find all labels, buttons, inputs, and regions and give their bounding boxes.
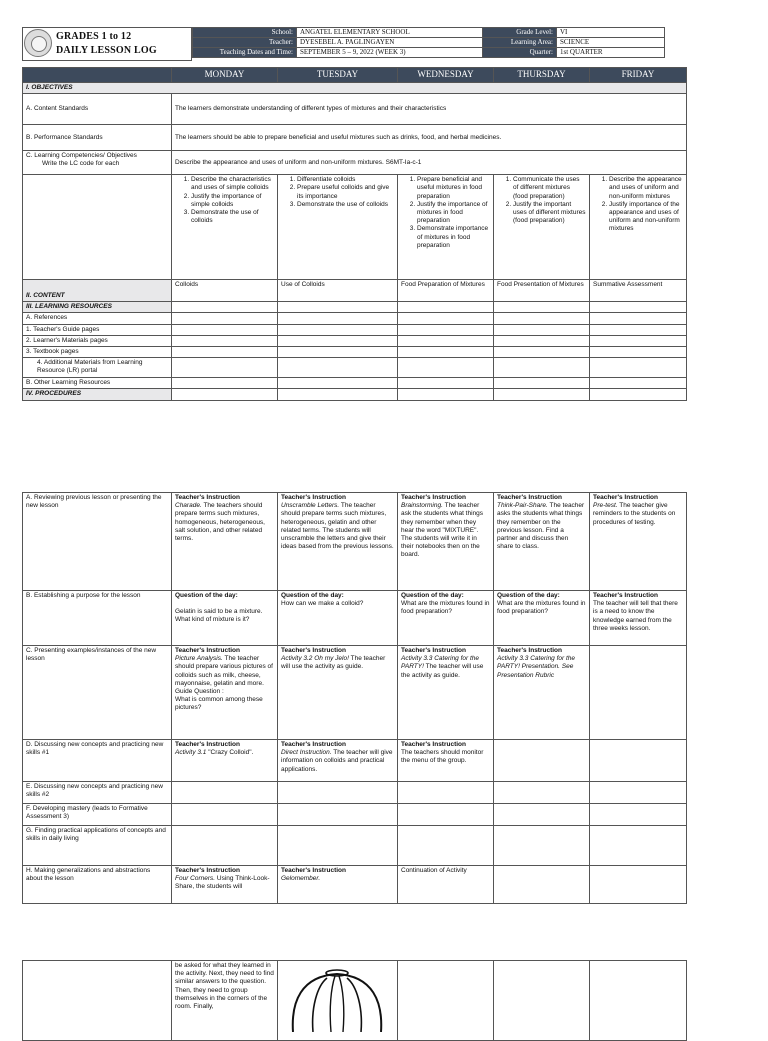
procedure-c-tuesday: Teacher's Instruction Activity 3.2 Oh my Jelo! The teacher will use the activity as guide. [278, 646, 398, 740]
objective-thu-2: 2. Justify the important uses of different mixtures (food preparation) [513, 201, 586, 226]
procedure-b-monday: Question of the day: Gelatin is said to be a mixture. What kind of mixture is it? [172, 591, 278, 646]
objective-wed-2: 2. Justify the importance of mixtures in food preparation [417, 201, 490, 226]
objective-thu-1: 1. Communicate the uses of different mixtures (food preparation) [513, 176, 586, 201]
procedure-g-label: G. Finding practical applications of concepts and skills in daily living [23, 826, 172, 866]
procedure-c-label: C. Presenting examples/instances of the new lesson [23, 646, 172, 740]
day-header-blank [23, 68, 172, 83]
procedure-a-wednesday: Teacher's Instruction Brainstorming. The teacher ask the students what things they remember when they hear the word "MIXTURE". The students will write it in their notebooks then on the board. [398, 493, 494, 591]
form-title-line1: GRADES 1 to 12 [56, 31, 132, 42]
objective-fri-1: 1. Describe the appearance and uses of uniform and non-uniform mixtures [609, 176, 683, 201]
header-info-table [192, 27, 665, 58]
continuation-tuesday [278, 961, 398, 1041]
objective-tue-1: 1. Differentiate colloids [297, 176, 394, 184]
procedure-d-label: D. Discussing new concepts and practicing new skills #1 [23, 740, 172, 782]
resource-references: A. References [23, 313, 172, 324]
grade-value: VI [557, 28, 665, 38]
quarter-value: 1st QUARTER [557, 48, 665, 58]
objective-tue-3: 3. Demonstrate the use of colloids [297, 201, 394, 209]
procedure-d-tuesday: Teacher's Instruction Direct Instruction. The teacher will give information on colloids and practical applications. [278, 740, 398, 782]
jelly-mold-icon [281, 962, 393, 1032]
procedure-h-monday: Teacher's Instruction Four Corners. Using Think-Look-Share, the students will [172, 866, 278, 904]
day-header-tuesday: TUESDAY [278, 68, 398, 83]
objective-tue-2: 2. Prepare useful colloids and give its importance [297, 184, 394, 200]
objective-mon-2: 2. Justify the importance of simple colloids [191, 193, 274, 209]
objectives-monday [172, 175, 278, 280]
lesson-log-table-page1 [22, 67, 687, 401]
section-learning-resources: III. LEARNING RESOURCES [23, 302, 172, 313]
procedure-c-wednesday: Teacher's Instruction Activity 3.3 Catering for the PARTY! The teacher will use the activity as guide. [398, 646, 494, 740]
objectives-tuesday [278, 175, 398, 280]
section-procedures: IV. PROCEDURES [23, 389, 172, 400]
content-monday: Colloids [172, 280, 278, 302]
content-friday: Summative Assessment [590, 280, 687, 302]
objectives-blank-cell [23, 175, 172, 280]
procedure-b-label: B. Establishing a purpose for the lesson [23, 591, 172, 646]
procedure-d-wednesday: Teacher's Instruction The teachers should monitor the menu of the group. [398, 740, 494, 782]
content-tuesday: Use of Colloids [278, 280, 398, 302]
competencies-label-text: C. Learning Competencies/ Objectives [26, 152, 137, 160]
procedure-a-thursday: Teacher's Instruction Think-Pair-Share. The teacher asks the students what things they remember on the previous lesson. Find a partner and discuss then share to class. [494, 493, 590, 591]
procedure-b-wednesday: Question of the day: What are the mixtures found in food preparation? [398, 591, 494, 646]
section-content: II. CONTENT [23, 280, 172, 302]
form-title-line2: DAILY LESSON LOG [56, 45, 157, 56]
objectives-wednesday [398, 175, 494, 280]
procedure-h-thursday [494, 866, 590, 904]
resource-other: B. Other Learning Resources [23, 378, 172, 389]
procedure-a-friday: Teacher's Instruction Pre-test. The teacher give reminders to the students on procedures of testing. [590, 493, 687, 591]
dates-value: SEPTEMBER 5 – 9, 2022 (WEEK 3) [297, 48, 483, 58]
school-label: School: [193, 28, 297, 38]
procedure-h-label: H. Making generalizations and abstractions about the lesson [23, 866, 172, 904]
performance-standards-label: B. Performance Standards [23, 125, 172, 151]
objectives-friday [590, 175, 687, 280]
procedure-h-tuesday: Teacher's Instruction Gelomember. [278, 866, 398, 904]
procedure-b-friday: Teacher's Instruction The teacher will tell that there is a need to know the knowledge earned from the three weeks lesson. [590, 591, 687, 646]
continuation-label-cell [23, 961, 172, 1041]
objective-wed-3: 3. Demonstrate importance of mixtures in food preparation [417, 225, 490, 250]
day-header-wednesday: WEDNESDAY [398, 68, 494, 83]
procedure-b-tuesday: Question of the day: How can we make a colloid? [278, 591, 398, 646]
content-thursday: Food Presentation of Mixtures [494, 280, 590, 302]
day-header-friday: FRIDAY [590, 68, 687, 83]
objective-wed-1: 1. Prepare beneficial and useful mixtures in food preparation [417, 176, 490, 201]
grade-label: Grade Level: [483, 28, 557, 38]
procedure-h-friday [590, 866, 687, 904]
objective-fri-2: 2. Justify importance of the appearance and uses of uniform and non-uniform mixtures [609, 201, 683, 234]
content-wednesday: Food Preparation of Mixtures [398, 280, 494, 302]
resource-learners-materials: 2. Learner's Materials pages [23, 335, 172, 346]
procedure-b-thursday: Question of the day: What are the mixtures found in food preparation? [494, 591, 590, 646]
procedure-a-monday: Teacher's Instruction Charade. The teachers should prepare terms such mixtures, homogeneous, heterogeneous, salt solution, and other related terms. [172, 493, 278, 591]
lesson-log-table-page2 [22, 492, 687, 904]
procedure-c-thursday: Teacher's Instruction Activity 3.3 Catering for the PARTY! Presentation. See Presentation Rubric [494, 646, 590, 740]
lesson-log-table-page3 [22, 960, 687, 1041]
objective-mon-1: 1. Describe the characteristics and uses of simple colloids [191, 176, 274, 192]
procedure-d-thursday [494, 740, 590, 782]
resource-additional-materials: 4. Additional Materials from Learning Resource (LR) portal [23, 358, 172, 378]
teacher-label: Teacher: [193, 38, 297, 48]
area-label: Learning Area: [483, 38, 557, 48]
area-value: SCIENCE [557, 38, 665, 48]
procedure-f-label: F. Developing mastery (leads to Formative Assessment 3) [23, 804, 172, 826]
procedure-c-friday [590, 646, 687, 740]
resource-teachers-guide: 1. Teacher's Guide pages [23, 324, 172, 335]
procedure-d-friday [590, 740, 687, 782]
deped-seal-icon [24, 29, 52, 57]
teacher-value: DYESEBEL A. PAGLINGAYEN [297, 38, 483, 48]
procedure-h-wednesday: Continuation of Activity [398, 866, 494, 904]
procedure-a-tuesday: Teacher's Instruction Unscramble Letters. The teacher should prepare terms such mixtures, heterogeneous, gelatin and other related terms. The students will unscramble the letters and give their ideas based from the previous lessons. [278, 493, 398, 591]
procedure-a-label: A. Reviewing previous lesson or presenting the new lesson [23, 493, 172, 591]
resource-textbook-pages: 3. Textbook pages [23, 347, 172, 358]
procedure-e-label: E. Discussing new concepts and practicing new skills #2 [23, 782, 172, 804]
competencies-value: Describe the appearance and uses of uniform and non-uniform mixtures. S6MT-Ia-c-1 [172, 151, 687, 175]
section-objectives: I. OBJECTIVES [23, 83, 687, 94]
performance-standards-value: The learners should be able to prepare beneficial and useful mixtures such as drinks, food, and herbal medicines. [172, 125, 687, 151]
day-header-monday: MONDAY [172, 68, 278, 83]
competencies-label [23, 151, 172, 175]
procedure-c-monday: Teacher's Instruction Picture Analysis. The teacher should prepare various pictures of colloids such as milk, cheese, mayonnaise, gelatin and more. Guide Question : What is common among these pictures? [172, 646, 278, 740]
objectives-thursday [494, 175, 590, 280]
procedure-d-monday: Teacher's Instruction Activity 3.1 "Crazy Colloid". [172, 740, 278, 782]
continuation-monday: be asked for what they learned in the activity. Next, they need to find similar answers to the question. Then, they need to group themselves in the corners of the room. Finally, [172, 961, 278, 1041]
school-value: ANGATEL ELEMENTARY SCHOOL [297, 28, 483, 38]
day-header-thursday: THURSDAY [494, 68, 590, 83]
dates-label: Teaching Dates and Time: [193, 48, 297, 58]
competencies-sub-text: Write the LC code for each [42, 160, 120, 168]
quarter-label: Quarter: [483, 48, 557, 58]
content-standards-label: A. Content Standards [23, 94, 172, 125]
content-standards-value: The learners demonstrate understanding of different types of mixtures and their characteristics [172, 94, 687, 125]
objective-mon-3: 3. Demonstrate the use of colloids [191, 209, 274, 225]
